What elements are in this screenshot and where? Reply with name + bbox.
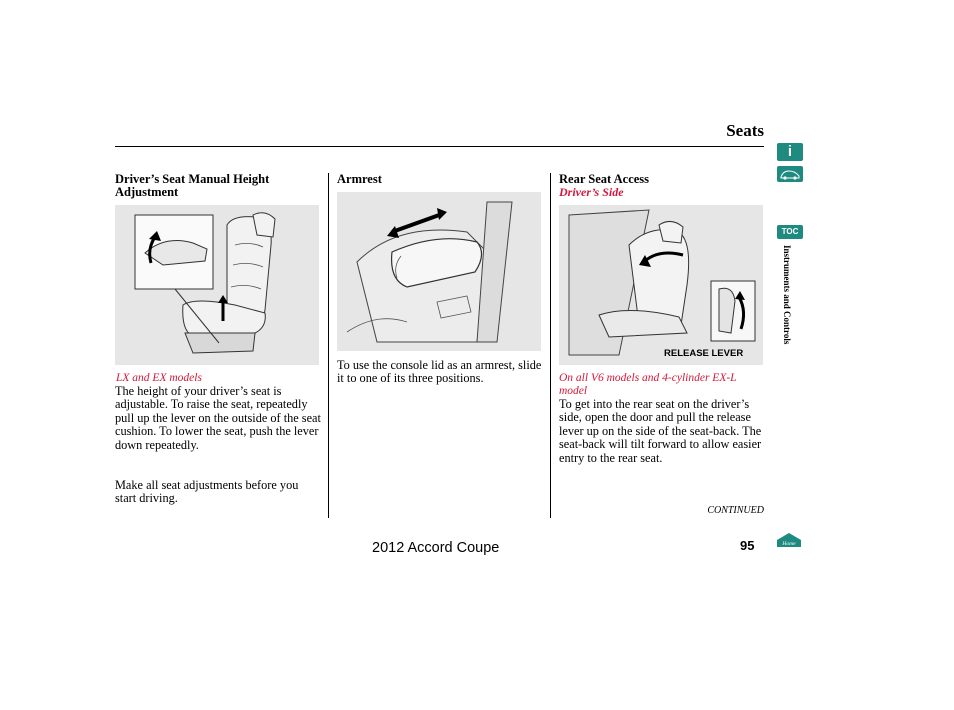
header-rule xyxy=(115,146,764,147)
page-number: 95 xyxy=(740,538,755,553)
rear-seat-subheading: Driver’s Side xyxy=(559,185,624,199)
release-lever-caption: RELEASE LEVER xyxy=(664,348,744,359)
continued-label: CONTINUED xyxy=(707,505,764,516)
rear-seat-paragraph: To get into the rear seat on the driver’s side, open the door and pull the release lever up on the side of the seat-back. The seat-back will tilt forward to allow easier entry to the rear seat. xyxy=(559,397,762,465)
section-tab-instruments[interactable] xyxy=(779,245,801,375)
armrest-illustration xyxy=(337,192,541,351)
rear-seat-heading: Rear Seat Access xyxy=(559,172,650,186)
seat-height-heading: Driver’s Seat Manual Height Adjustment xyxy=(115,172,270,199)
column-divider-1 xyxy=(328,173,329,518)
home-label: Home xyxy=(782,541,796,547)
home-icon xyxy=(776,532,802,548)
armrest-heading: Armrest xyxy=(337,172,382,186)
seat-height-paragraph-1: The height of your driver’s seat is adjustable. To raise the seat, repeatedly pull up the lever on the outside of the seat cushion. To lower the seat, push the lever down repeatedly. xyxy=(115,384,321,452)
column-divider-2 xyxy=(550,173,551,518)
armrest-paragraph: To use the console lid as an armrest, slide it to one of its three positions. xyxy=(337,358,542,386)
home-button[interactable] xyxy=(776,532,802,548)
toc-button[interactable]: TOC xyxy=(777,225,803,239)
seat-height-paragraph-2: Make all seat adjustments before you start driving. xyxy=(115,478,299,506)
seat-height-model-note: LX and EX models xyxy=(116,372,202,384)
info-icon[interactable]: i xyxy=(777,143,803,161)
section-tab-label: Instruments and Controls xyxy=(782,245,792,345)
rear-seat-illustration xyxy=(559,205,763,365)
rear-seat-model-note: On all V6 models and 4-cylinder EX-L model xyxy=(559,372,737,397)
footer-model: 2012 Accord Coupe xyxy=(372,540,500,556)
page-title: Seats xyxy=(726,121,764,140)
seat-height-illustration xyxy=(115,205,319,365)
car-icon[interactable] xyxy=(777,166,803,182)
